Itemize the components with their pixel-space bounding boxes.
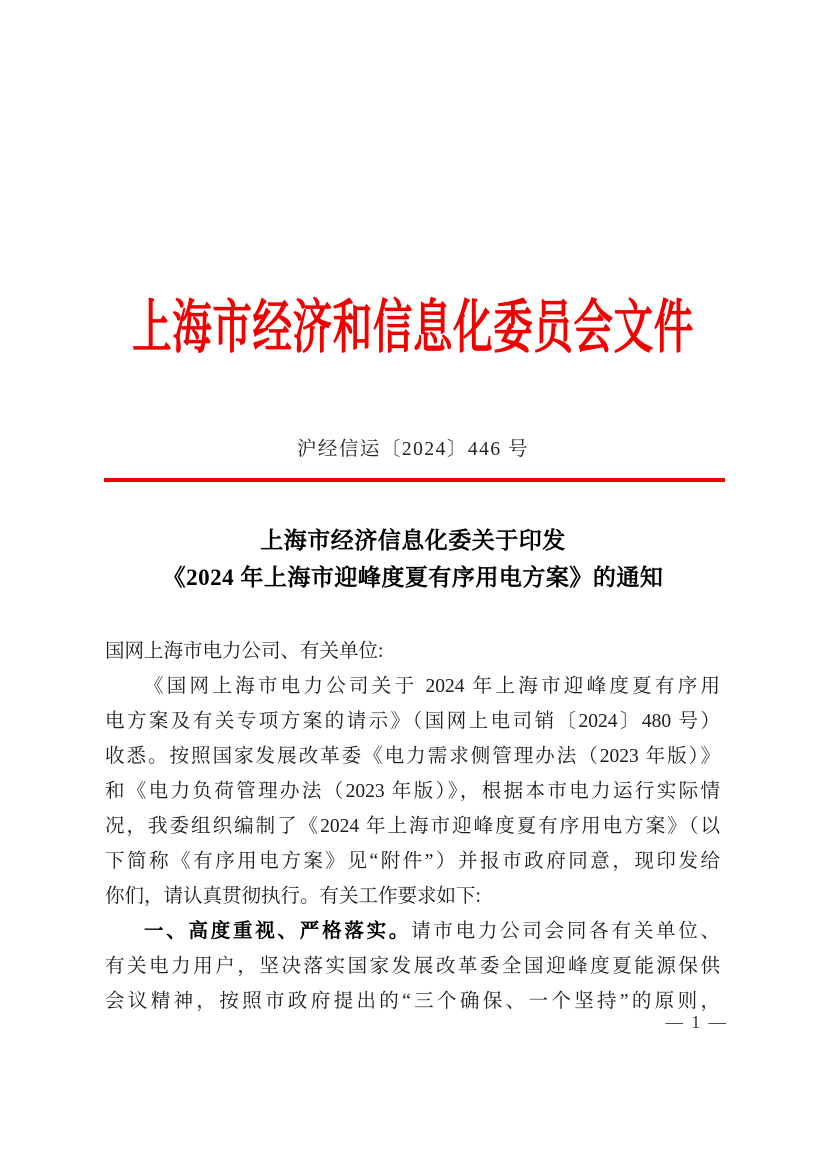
body-line: 况，我委组织编制了《2024 年上海市迎峰度夏有序用电方案》（以 [105,816,720,837]
notice-title-line1: 上海市经济信息化委关于印发 [260,528,566,553]
page-number: — 1 — [665,1012,728,1032]
document-number: 沪经信运〔2024〕446 号 [296,439,530,460]
body-line: 电方案及有关专项方案的请示》（国网上电司销〔2024〕480 号） [105,711,720,732]
body-line: 有关电力用户，坚决落实国家发展改革委全国迎峰度夏能源保供 [105,956,720,977]
body-line: 《国网上海市电力公司关于 2024 年上海市迎峰度夏有序用 [144,676,720,697]
body-line: 下简称《有序用电方案》见“附件”）并报市政府同意，现印发给 [105,851,720,872]
body-line: 会议精神，按照市政府提出的“三个确保、一个坚持”的原则， [105,991,720,1012]
notice-title [0,522,826,596]
salutation-line: 国网上海市电力公司、有关单位: [105,641,384,662]
body-line-text: 请市电力公司会同各有关单位、 [411,921,720,942]
notice-title-line2: 《2024 年上海市迎峰度夏有序用电方案》的通知 [162,565,664,590]
paragraph-lead-bold: 一、高度重视、严格落实。 [144,920,412,942]
document-body [105,634,720,1019]
body-line: 和《电力负荷管理办法（2023 年版）》，根据本市电力运行实际情 [105,781,720,802]
org-title: 上海市经济和信息化委员会文件 [132,295,694,360]
body-line: 你们，请认真贯彻执行。有关工作要求如下: [105,886,481,907]
document-header [0,280,826,376]
body-line: 收悉。按照国家发展改革委《电力需求侧管理办法（2023 年版）》 [105,746,720,767]
red-divider-line [104,478,725,482]
body-line [105,914,720,949]
